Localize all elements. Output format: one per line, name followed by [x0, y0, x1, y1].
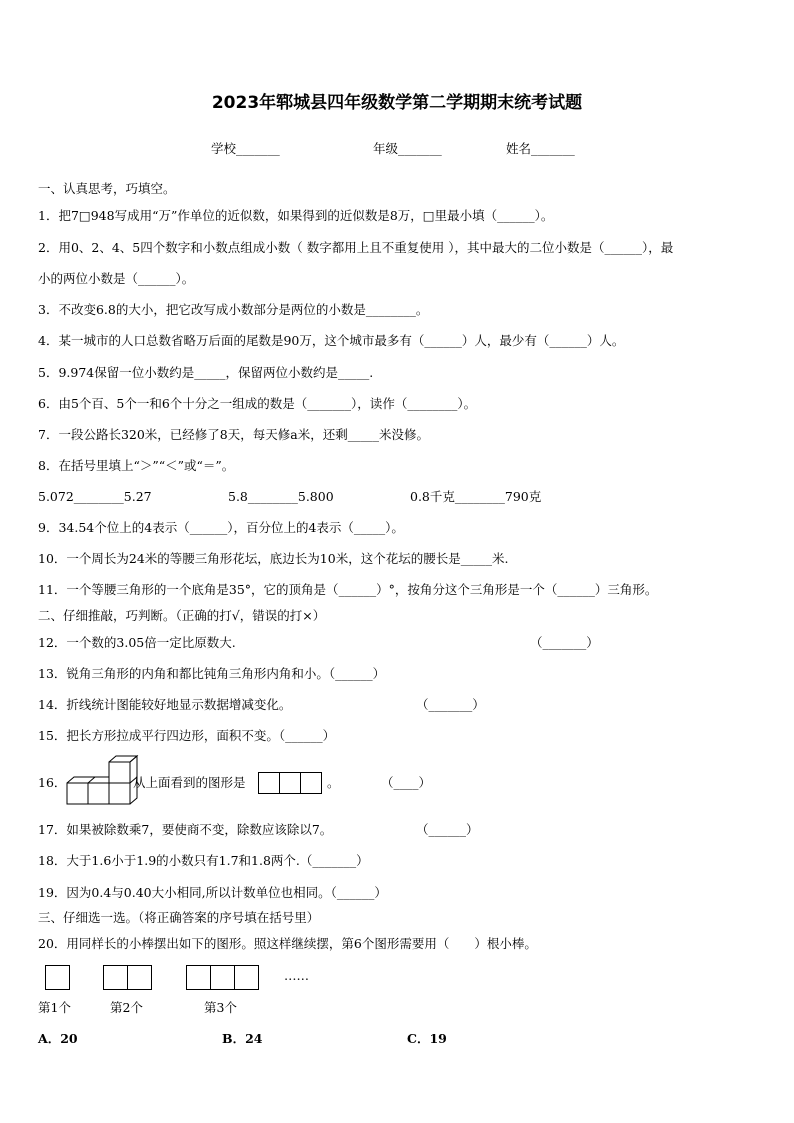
question-4: 4．某一城市的人口总数省略万后面的尾数是90万，这个城市最多有（______）人，最少有（______）人。	[38, 333, 625, 348]
question-5: 5．9.974保留一位小数约是_____，保留两位小数约是_____.	[38, 365, 374, 380]
question-11: 11．一个等腰三角形的一个底角是35°，它的顶角是（______）°，按角分这个三角形是一个（______）三角形。	[38, 582, 658, 597]
ellipsis: ……	[284, 968, 309, 983]
top-view-squares	[258, 772, 324, 794]
question-9: 9．34.54个位上的4表示（______），百分位上的4表示（_____）。	[38, 520, 404, 535]
question-19: 19．因为0.4与0.40大小相同,所以计数单位也相同。（______）	[38, 885, 387, 900]
question-13: 13．锐角三角形的内角和都比钝角三角形内角和小。（______）	[38, 666, 386, 681]
question-12: 12．一个数的3.05倍一定比原数大.	[38, 635, 236, 650]
question-8: 8．在括号里填上“＞”“＜”或“＝”。	[38, 458, 235, 473]
question-16-period: 。	[327, 775, 340, 790]
grade-field: 年级_______	[373, 141, 442, 156]
question-18: 18．大于1.6小于1.9的小数只有1.7和1.8两个.（_______）	[38, 853, 369, 868]
stick-figure-2	[103, 965, 155, 991]
cube-stack-figure	[66, 758, 132, 806]
figure-2-label: 第2个	[110, 1000, 143, 1015]
question-16-text: 从上面看到的图形是	[133, 775, 246, 790]
name-field: 姓名_______	[506, 141, 575, 156]
question-15: 15．把长方形拉成平行四边形，面积不变。（______）	[38, 728, 336, 743]
question-16-answer-blank: （____）	[381, 775, 432, 790]
stick-figure-3	[186, 965, 262, 991]
question-6: 6．由5个百、5个一和6个十分之一组成的数是（_______），读作（________）。	[38, 396, 477, 411]
question-8-item-a: 5.072________5.27	[38, 489, 152, 504]
question-8-item-c: 0.8千克________790克	[410, 489, 542, 504]
school-field: 学校_______	[211, 141, 280, 156]
page-title: 2023年郓城县四年级数学第二学期期末统考试题	[211, 93, 583, 113]
question-20: 20．用同样长的小棒摆出如下的图形。照这样继续摆，第6个图形需要用（ ）根小棒。	[38, 936, 537, 951]
question-10: 10．一个周长为24米的等腰三角形花坛，底边长为10米，这个花坛的腰长是_____米.	[38, 551, 509, 566]
question-12-answer-blank: （_______）	[530, 635, 599, 650]
figure-1-label: 第1个	[38, 1000, 71, 1015]
question-8-item-b: 5.8________5.800	[228, 489, 334, 504]
question-2-line-1: 2．用0、2、4、5四个数字和小数点组成小数（ 数字都用上且不重复使用 ），其中最大的二位小数是（______），最	[38, 240, 674, 255]
question-7: 7．一段公路长320米，已经修了8天，每天修a米，还剩_____米没修。	[38, 427, 429, 442]
option-c: C．19	[407, 1031, 447, 1046]
section-3-heading: 三、仔细选一选。（将正确答案的序号填在括号里）	[38, 910, 320, 925]
section-2-heading: 二、仔细推敲，巧判断。（正确的打√，错误的打×）	[38, 608, 326, 623]
figure-3-label: 第3个	[204, 1000, 237, 1015]
option-a: A．20	[38, 1031, 78, 1046]
question-14-answer-blank: （_______）	[416, 697, 485, 712]
question-2-line-2: 小的两位小数是（______）。	[38, 271, 195, 286]
question-17-answer-blank: （______）	[416, 822, 479, 837]
question-17: 17．如果被除数乘7，要使商不变，除数应该除以7。	[38, 822, 333, 837]
question-16-number: 16．	[38, 775, 67, 790]
stick-figure-1	[45, 965, 71, 991]
section-1-heading: 一、认真思考，巧填空。	[38, 181, 176, 196]
question-14: 14．折线统计图能较好地显示数据增减变化。	[38, 697, 292, 712]
option-b: B．24	[222, 1031, 263, 1046]
question-1: 1．把7□948写成用“万”作单位的近似数，如果得到的近似数是8万，□里最小填（______）。	[38, 208, 554, 223]
question-3: 3．不改变6.8的大小，把它改写成小数部分是两位的小数是________。	[38, 302, 429, 317]
